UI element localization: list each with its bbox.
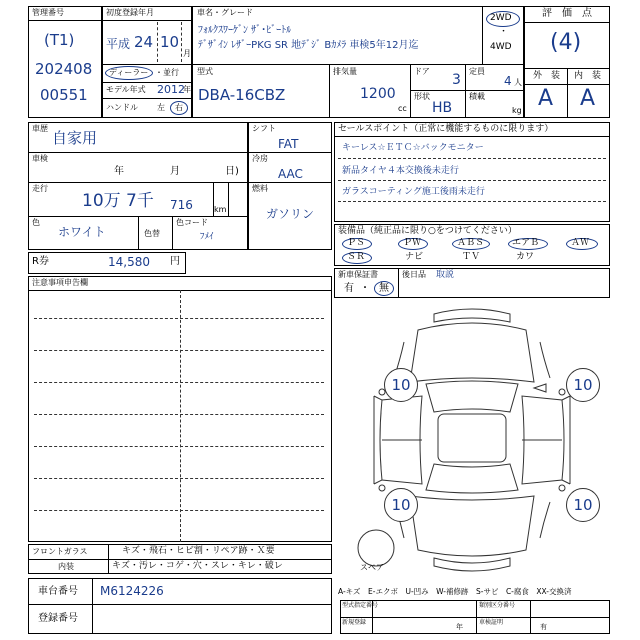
model-year-unit: 年 [183, 85, 191, 94]
car-name-line1: ﾌｫﾙｸｽﾜｰｹﾞﾝ ｻﾞ･ﾋﾞｰﾄﾙ [198, 25, 292, 36]
equip-navi: ナビ [405, 252, 424, 262]
car-name-line2: ﾃﾞｻﾞｲﾝ ﾚｻﾞｰPKG SR 地ﾃﾞｼﾞ Bｶﾒﾗ 車検5年12月迄 [198, 40, 419, 51]
management-line1: (T1) [44, 31, 75, 49]
sales-point-1: キーレス☆ＥＴＣ☆バックモニター [342, 143, 484, 153]
drive-4wd: 4WD [490, 42, 512, 52]
usage-value: 自家用 [52, 129, 98, 147]
shift-value: FAT [278, 137, 299, 151]
handle-label: ハンドル [106, 103, 138, 112]
notes-label: 注意事項申告欄 [32, 278, 88, 287]
mileage-sub: 716 [170, 198, 193, 212]
handle-right: 右 [175, 103, 183, 112]
color-value: ホワイト [58, 225, 106, 239]
color-swap-label: 色替 [144, 229, 160, 238]
equip-aw: ＡＷ [571, 238, 590, 248]
mileage-unit: km [214, 205, 227, 214]
interior-label: 内 装 [574, 71, 602, 81]
post-items-label: 後日品 [402, 270, 426, 279]
sales-point-3: ガラスコーティング施工後雨未走行 [342, 187, 485, 197]
post-items-value: 取説 [436, 270, 455, 280]
warranty-yes: 有 [344, 283, 354, 294]
capacity-label: 定員 [469, 67, 485, 76]
equip-sr: ＳＲ [347, 252, 366, 262]
displacement-unit: cc [398, 104, 407, 113]
mileage-value: 10万 7千 [82, 191, 154, 211]
capacity-unit: 人 [514, 78, 522, 87]
recycle-value: 14,580 [108, 255, 150, 269]
equipment-label: 装備品（純正品に限り○をつけてください） [338, 226, 517, 236]
new-reg-label: 新規登録 [342, 619, 367, 626]
spare-label: スペア [360, 563, 384, 572]
interior-grade: A [580, 86, 596, 111]
glass-value: キズ・飛石・ヒビ割・リペア跡・Ｘ要 [122, 546, 275, 556]
doors-value: 3 [452, 72, 461, 88]
parallel-label: 並行 [163, 68, 179, 77]
load-label-visible: 積載 [469, 92, 485, 101]
recycle-box [28, 252, 186, 274]
equip-tv: ＴＶ [462, 252, 481, 262]
doors-label: ドア [414, 67, 430, 76]
warranty-no: 無 [379, 283, 389, 294]
chassis-label: 車台番号 [38, 586, 78, 597]
model-designation-label: 型式指定番号 [342, 602, 379, 609]
dealer-label: ディーラー [109, 68, 149, 77]
exterior-label: 外 装 [533, 71, 561, 81]
color-code-value: ﾌﾒｲ [200, 232, 214, 242]
equip-leather: カワ [516, 252, 535, 262]
color-label: 色 [32, 218, 40, 227]
cert-sub: 有 [540, 623, 547, 631]
drive-dot: ・ [499, 27, 509, 37]
inspection-label: 車検 [32, 154, 48, 163]
model-year-value: 2012 [157, 83, 185, 96]
dealer-sep: ・ [155, 68, 163, 77]
car-name-label: 車名・グレード [197, 8, 253, 17]
tire-front-left: 10 [384, 368, 418, 402]
glass-label: フロントガラス [32, 547, 88, 556]
inspection-month-unit: 月 [170, 166, 180, 177]
model-year-label: モデル年式 [106, 85, 146, 94]
interior-cond-value: キズ・汚レ・コゲ・穴・スレ・キレ・破レ [112, 561, 283, 571]
ac-value: AAC [278, 167, 303, 181]
drive-2wd: 2WD [490, 13, 512, 23]
capacity-value: 4 [504, 74, 512, 88]
equip-pw: ＰＷ [403, 238, 422, 248]
tire-front-right: 10 [566, 368, 600, 402]
color-code-label: 色コード [176, 218, 208, 227]
warranty-dot: ・ [360, 283, 370, 294]
fuel-label: 燃料 [252, 184, 268, 193]
management-label: 管理番号 [32, 8, 64, 17]
tire-rear-left: 10 [384, 488, 418, 522]
shift-label: シフト [252, 124, 276, 133]
shape-value: HB [432, 100, 453, 116]
first-registration-month: 10 [160, 33, 180, 51]
ac-label: 冷房 [252, 154, 268, 163]
handle-left: 左 [157, 103, 165, 112]
usage-label: 車歴 [32, 124, 48, 133]
exterior-grade: A [538, 86, 554, 111]
shape-label: 形状 [414, 92, 430, 101]
management-line3: 00551 [40, 86, 88, 104]
sales-points-label: セールスポイント（正常に機能するものに限ります） [338, 124, 554, 134]
equip-ps: ＰＳ [347, 238, 366, 248]
equip-airbag: エアＢ [512, 238, 540, 248]
first-registration-label: 初度登録年月 [106, 8, 154, 17]
first-registration-year: 24 [134, 33, 154, 51]
new-reg-sub: 年 [456, 623, 463, 631]
inspection-year-unit: 年 [114, 166, 124, 177]
chassis-value: M6124226 [100, 584, 164, 598]
model-value: DBA-16CBZ [198, 86, 286, 104]
equip-abs: ＡＢＳ [457, 238, 485, 248]
sales-point-2: 新品タイヤ４本交換後未走行 [342, 166, 459, 176]
interior-cond-label: 内装 [58, 562, 74, 571]
fuel-value: ガソリン [266, 207, 315, 221]
model-label: 型式 [197, 67, 213, 76]
displacement-value: 1200 [360, 86, 396, 102]
damage-legend: A-キズ E-エクボ U-凹み W-補修跡 S-サビ C-腐食 XX-交換済 [338, 587, 572, 596]
month-unit: 月 [183, 49, 191, 58]
first-registration-era: 平成 [106, 37, 131, 51]
management-line2: 202408 [35, 60, 93, 78]
rating-label: 評 価 点 [542, 8, 592, 19]
cert-label: 車検証明 [479, 619, 504, 626]
displacement-label: 排気量 [333, 67, 357, 76]
tire-rear-right: 10 [566, 488, 600, 522]
class-number-label: 類別区分番号 [479, 602, 516, 609]
mileage-label: 走行 [32, 184, 48, 193]
load-unit: kg [512, 106, 522, 115]
warranty-label: 新車保証書 [338, 270, 378, 279]
car-diagram [334, 300, 610, 582]
rating-score: (4) [550, 30, 582, 55]
registration-number-label: 登録番号 [38, 613, 78, 624]
inspection-day-unit: 日) [225, 166, 239, 177]
recycle-label: R券 [32, 256, 49, 267]
recycle-unit: 円 [170, 256, 180, 267]
